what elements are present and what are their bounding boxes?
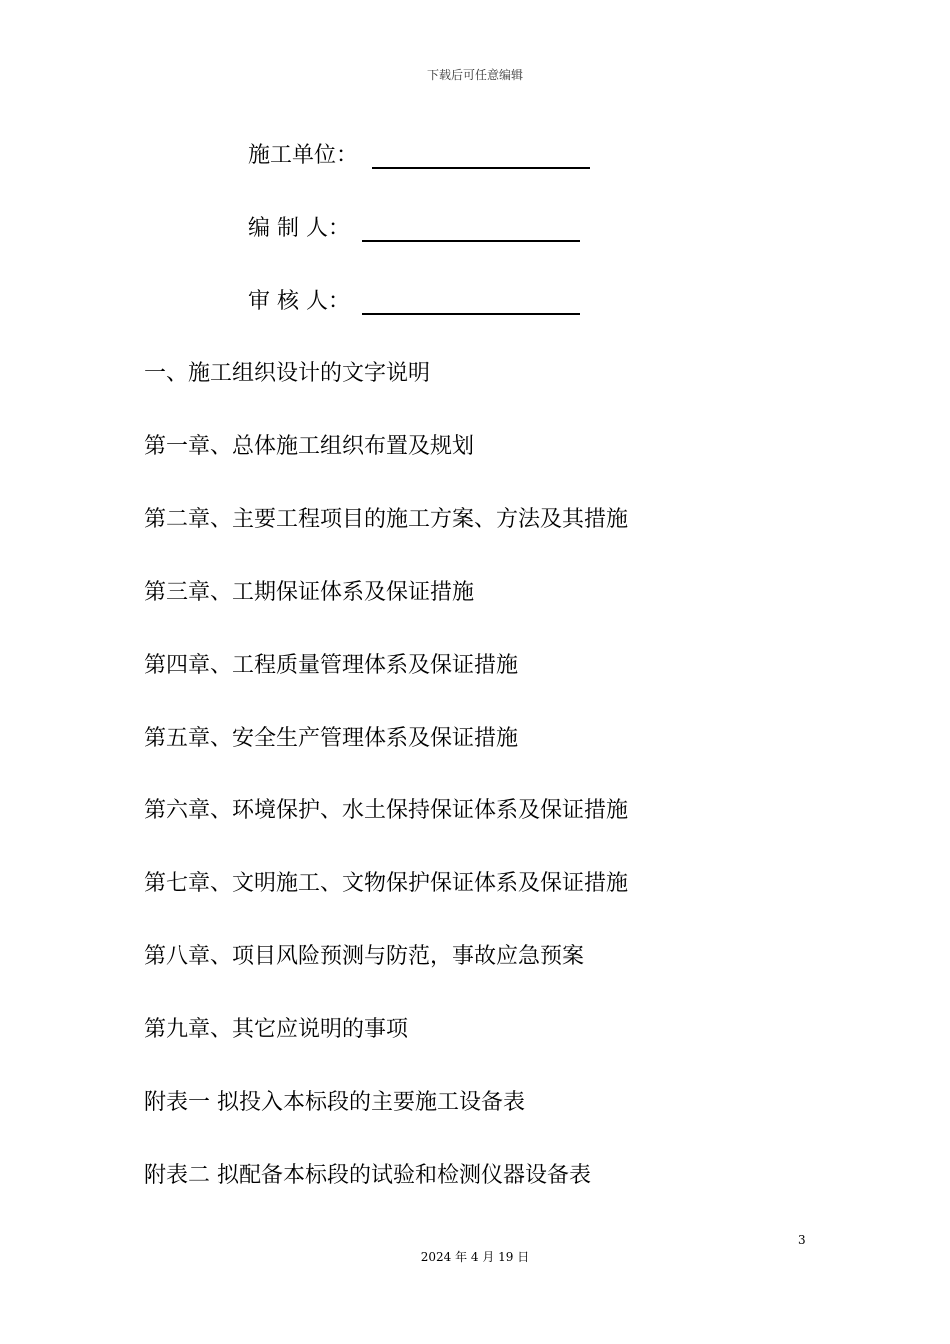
page-number: 3 bbox=[798, 1233, 806, 1247]
page-header: 下载后可任意编辑 bbox=[426, 68, 523, 82]
field-label-reviewer: 审 核 人： bbox=[248, 289, 350, 314]
field-label-construction-unit: 施工单位： bbox=[248, 143, 359, 168]
toc-chapter-9: 第九章、其它应说明的事项 bbox=[144, 1017, 409, 1042]
toc-chapter-7: 第七章、文明施工、文物保护保证体系及保证措施 bbox=[144, 871, 629, 896]
blank-line-construction-unit bbox=[372, 145, 590, 169]
field-compiler bbox=[248, 211, 580, 242]
toc-appendix-1: 附表一 拟投入本标段的主要施工设备表 bbox=[144, 1090, 525, 1115]
toc-chapter-2: 第二章、主要工程项目的施工方案、方法及其措施 bbox=[144, 507, 629, 532]
toc-section-heading: 一、施工组织设计的文字说明 bbox=[144, 361, 431, 386]
field-construction-unit bbox=[248, 138, 590, 169]
toc-chapter-3: 第三章、工期保证体系及保证措施 bbox=[144, 580, 475, 605]
toc-chapter-6: 第六章、环境保护、水土保持保证体系及保证措施 bbox=[144, 798, 629, 823]
blank-line-compiler bbox=[362, 218, 580, 242]
toc-appendix-2: 附表二 拟配备本标段的试验和检测仪器设备表 bbox=[144, 1163, 591, 1188]
toc-chapter-8: 第八章、项目风险预测与防范，事故应急预案 bbox=[144, 944, 585, 969]
field-reviewer bbox=[248, 284, 580, 315]
toc-chapter-1: 第一章、总体施工组织布置及规划 bbox=[144, 434, 475, 459]
page-footer-date: 2024 年 4 月 19 日 bbox=[420, 1250, 530, 1264]
field-label-compiler: 编 制 人： bbox=[248, 216, 350, 241]
blank-line-reviewer bbox=[362, 291, 580, 315]
toc-chapter-5: 第五章、安全生产管理体系及保证措施 bbox=[144, 726, 519, 751]
toc-chapter-4: 第四章、工程质量管理体系及保证措施 bbox=[144, 653, 519, 678]
